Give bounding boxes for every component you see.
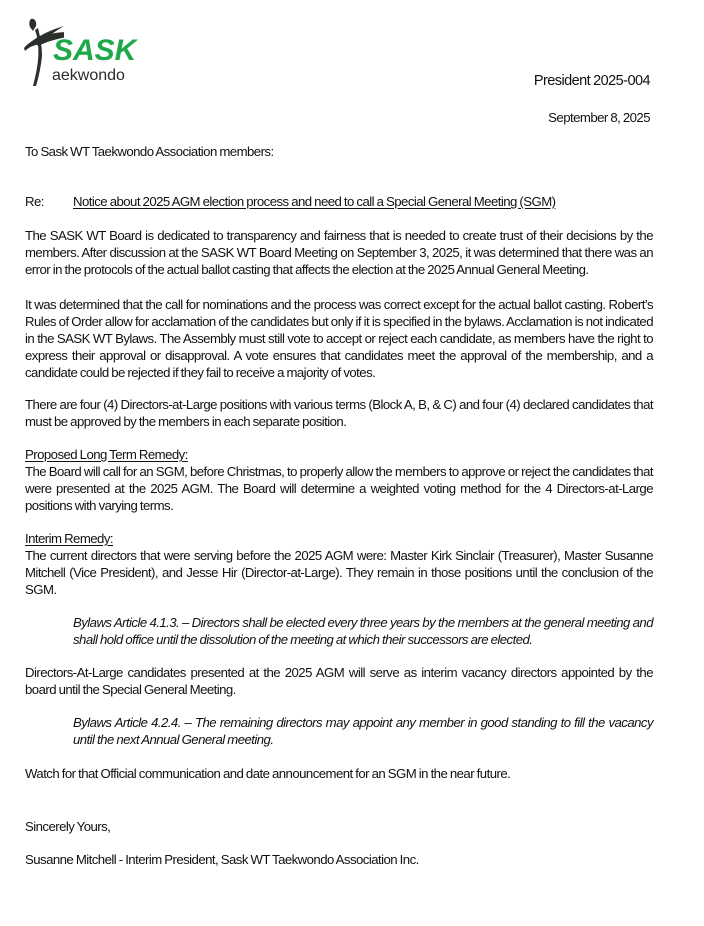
signature-line: Susanne Mitchell - Interim President, Sask WT Taekwondo Association Inc. <box>25 852 419 867</box>
sask-taekwondo-logo <box>24 18 144 90</box>
interim-remedy-body: The current directors that were serving before the 2025 AGM were: Master Kirk Sinclair (Treasurer), Master Susanne Mitchell (Vice President), and Jesse Hir (Director-at-Large). They remain in those positions until the conclusion of the SGM. <box>25 548 653 597</box>
salutation: To Sask WT Taekwondo Association members: <box>25 144 274 159</box>
long-term-remedy-body: The Board will call for an SGM, before Christmas, to properly allow the members to approve or reject the candidates that were presented at the 2025 AGM. The Board will determine a weighted voting method for the 4 Directors-at-Large positions with varying terms. <box>25 464 653 513</box>
determination-paragraph: It was determined that the call for nominations and the process was correct except for the actual ballot casting. Robert’s Rules of Order allow for acclamation of the candidates but only if it is specified in the bylaws. Acclamation is not indicated in the SASK WT Bylaws. The Assembly must still vote to accept or reject each candidate, as members have the right to express their approval or disapproval. A vote ensures that candidates meet the approval of the membership, and a candidate could be rejected if they fail to receive a majority of votes. <box>25 297 653 380</box>
interim-remedy-heading: Interim Remedy: <box>25 531 113 546</box>
long-term-remedy-heading: Proposed Long Term Remedy: <box>25 447 188 462</box>
valediction: Sincerely Yours, <box>25 819 111 834</box>
document-date: September 8, 2025 <box>548 110 650 125</box>
document-reference: President 2025-004 <box>533 73 650 89</box>
positions-paragraph: There are four (4) Directors-at-Large positions with various terms (Block A, B, & C) and four (4) declared candidates that must be approved by the members in each separate position. <box>25 397 653 429</box>
logo-aekwondo-text: aekwondo <box>52 67 125 84</box>
subject-line <box>25 193 653 210</box>
subject-text: Notice about 2025 AGM election process and need to call a Special General Meeting (SGM) <box>73 194 556 209</box>
logo-sask-text: SASK <box>53 34 137 67</box>
watch-notice: Watch for that Official communication and date announcement for an SGM in the near future. <box>25 766 511 781</box>
bylaw-quote-4-2-4: Bylaws Article 4.2.4. – The remaining directors may appoint any member in good standing to fill the vacancy until the next Annual General meeting. <box>73 715 653 747</box>
bylaw-quote-4-1-3: Bylaws Article 4.1.3. – Directors shall be elected every three years by the members at the general meeting and shall hold office until the dissolution of the meeting at which their successors are elected. <box>73 615 653 647</box>
vacancy-paragraph: Directors-At-Large candidates presented at the 2025 AGM will serve as interim vacancy directors appointed by the board until the Special General Meeting. <box>25 665 653 697</box>
intro-paragraph: The SASK WT Board is dedicated to transparency and fairness that is needed to create trust of their decisions by the members. After discussion at the SASK WT Board Meeting on September 3, 2025, it was determined that there was an error in the protocols of the actual ballot casting that affects the election at the 2025 Annual General Meeting. <box>25 228 653 277</box>
subject-label: Re: <box>25 194 44 209</box>
